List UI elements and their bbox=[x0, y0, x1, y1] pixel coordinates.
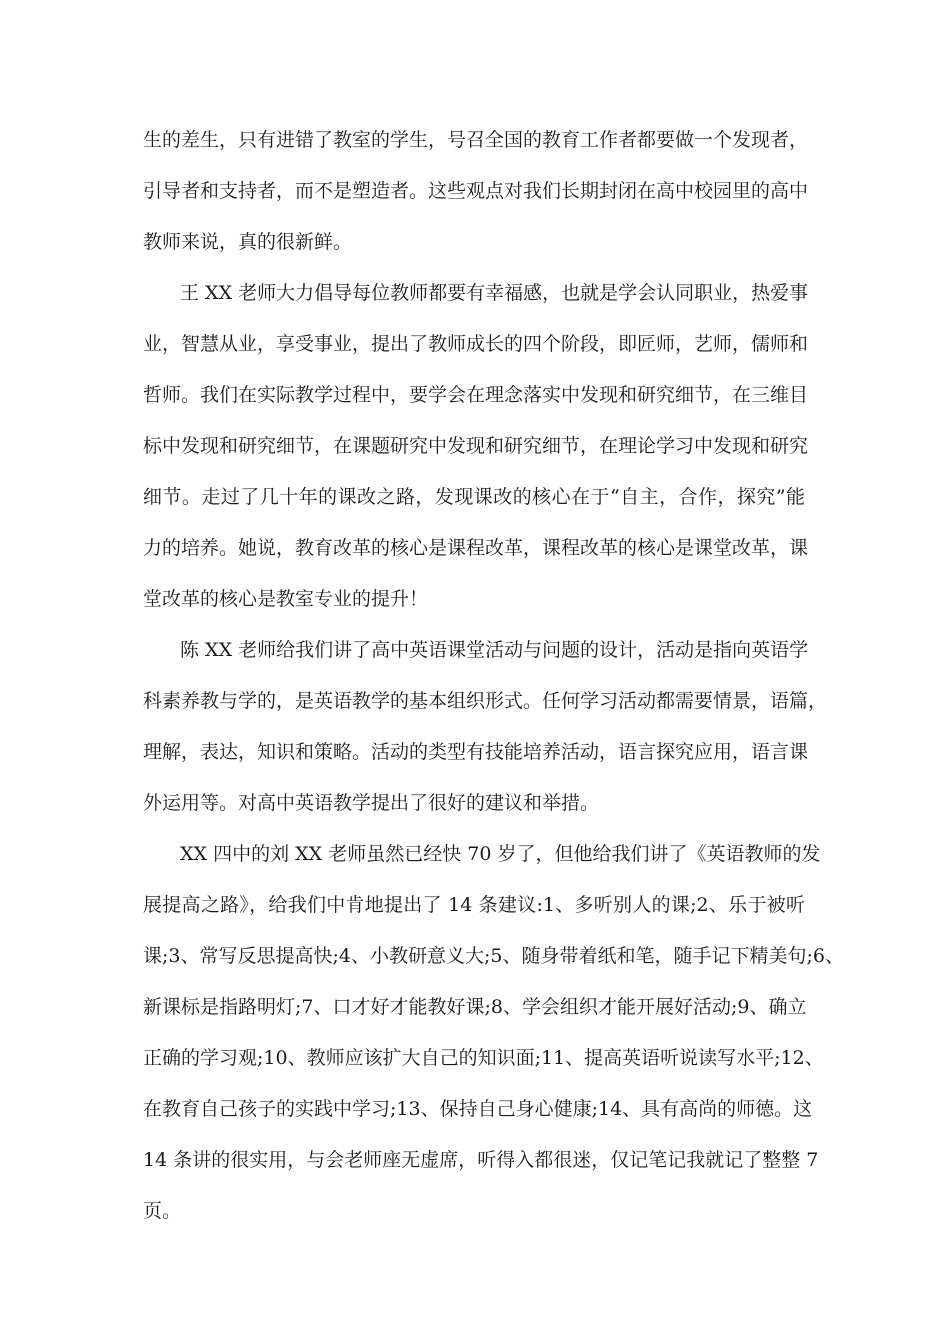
paragraph-2-line-7: 堂改革的核心是教室专业的提升！ bbox=[143, 588, 429, 610]
paragraph-4-line-8: 页。 bbox=[143, 1200, 182, 1222]
paragraph-1-line-2: 引导者和支持者，而不是塑造者。这些观点对我们长期封闭在高中校园里的高中 bbox=[143, 180, 809, 202]
paragraph-4-line-5: 正确的学习观;10、教师应该扩大自己的知识面;11、提高英语听说读写水平;12、 bbox=[143, 1047, 824, 1069]
paragraph-4-line-4: 新课标是指路明灯;7、口才好才能教好课;8、学会组织才能开展好活动;9、确立 bbox=[143, 996, 807, 1018]
paragraph-2-line-3: 哲师。我们在实际教学过程中，要学会在理念落实中发现和研究细节，在三维目 bbox=[143, 384, 809, 406]
paragraph-4-line-6: 在教育自己孩子的实践中学习;13、保持自己身心健康;14、具有高尚的师德。这 bbox=[143, 1098, 813, 1120]
paragraph-4-line-3: 课;3、常写反思提高快;4、小教研意义大;5、随身带着纸和笔，随手记下精美句;6、 bbox=[143, 945, 844, 967]
paragraph-2-line-2: 业，智慧从业，享受事业，提出了教师成长的四个阶段，即匠师，艺师，儒师和 bbox=[143, 333, 809, 355]
paragraph-4-line-1: XX 四中的刘 XX 老师虽然已经快 70 岁了，但他给我们讲了《英语教师的发 bbox=[180, 843, 821, 865]
paragraph-2-line-6: 力的培养。她说，教育改革的核心是课程改革，课程改革的核心是课堂改革，课 bbox=[143, 537, 809, 559]
paragraph-2-line-4: 标中发现和研究细节，在课题研究中发现和研究细节，在理论学习中发现和研究 bbox=[143, 435, 809, 457]
paragraph-1-line-3: 教师来说，真的很新鲜。 bbox=[143, 231, 353, 253]
paragraph-4-line-2: 展提高之路》，给我们中肯地提出了 14 条建议:1、多听别人的课;2、乐于被听 bbox=[143, 894, 805, 916]
paragraph-1-line-1: 生的差生，只有进错了教室的学生，号召全国的教育工作者都要做一个发现者， bbox=[143, 129, 809, 151]
paragraph-2-line-1: 王 XX 老师大力倡导每位教师都要有幸福感，也就是学会认同职业，热爱事 bbox=[180, 282, 809, 304]
paragraph-2-line-5: 细节。走过了几十年的课改之路，发现课改的核心在于“自主，合作，探究”能 bbox=[143, 486, 805, 508]
paragraph-3-line-3: 理解，表达，知识和策略。活动的类型有技能培养活动，语言探究应用，语言课 bbox=[143, 741, 809, 763]
paragraph-3-line-2: 科素养教与学的，是英语教学的基本组织形式。任何学习活动都需要情景，语篇， bbox=[143, 690, 828, 712]
paragraph-3-line-1: 陈 XX 老师给我们讲了高中英语课堂活动与问题的设计，活动是指向英语学 bbox=[180, 639, 809, 661]
paragraph-3-line-4: 外运用等。对高中英语教学提出了很好的建议和举措。 bbox=[143, 792, 600, 814]
paragraph-4-line-7: 14 条讲的很实用，与会老师座无虚席，听得入都很迷，仅记笔记我就记了整整 7 bbox=[143, 1149, 819, 1171]
